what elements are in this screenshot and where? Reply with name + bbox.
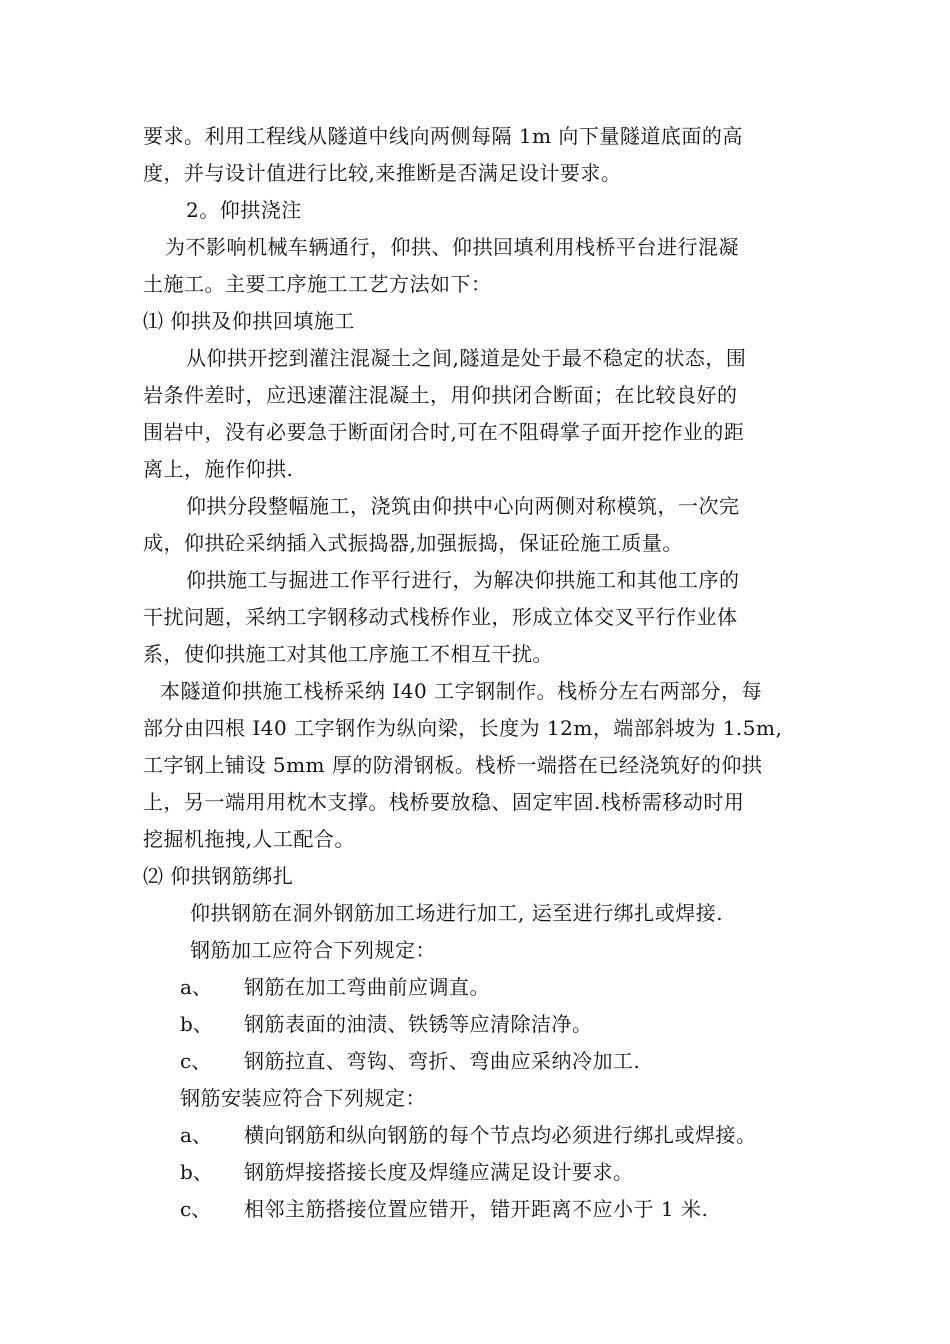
paragraph-line: 成，仰拱砼采纳插入式振捣器,加强振捣，保证砼施工质量。	[143, 531, 683, 555]
paragraph-line: 为不影响机械车辆通行，仰拱、仰拱回填利用栈桥平台进行混凝	[165, 235, 739, 259]
list-marker: c、	[180, 1197, 212, 1221]
list-item: 钢筋焊接搭接长度及焊缝应满足设计要求。	[244, 1160, 634, 1184]
list-item: 钢筋拉直、弯钩、弯折、弯曲应采纳冷加工.	[244, 1049, 641, 1073]
list-heading: 钢筋加工应符合下列规定：	[190, 938, 436, 962]
list-marker: a、	[180, 1123, 212, 1147]
paragraph-line: 从仰拱开挖到灌注混凝土之间,隧道是处于最不稳定的状态，围	[186, 346, 747, 370]
paragraph-line: 仰拱施工与掘进工作平行进行，为解决仰拱施工和其他工序的	[186, 568, 740, 592]
paragraph-line: 仰拱钢筋在洞外钢筋加工场进行加工, 运至进行绑扎或焊接.	[190, 901, 724, 925]
paragraph-line: 度，并与设计值进行比较,来推断是否满足设计要求。	[143, 161, 622, 185]
paragraph-line: 系，使仰拱施工对其他工序施工不相互干扰。	[143, 642, 553, 666]
list-heading: 钢筋安装应符合下列规定：	[180, 1086, 426, 1110]
list-marker: b、	[180, 1012, 213, 1036]
paragraph-line: 挖掘机拖拽,人工配合。	[143, 827, 355, 851]
paragraph-line: 仰拱分段整幅施工，浇筑由仰拱中心向两侧对称模筑，一次完	[186, 494, 740, 518]
paragraph-line: 离上，施作仰拱.	[143, 457, 294, 481]
paragraph-line: 上，另一端用用枕木支撑。栈桥要放稳、固定牢固.栈桥需移动时用	[143, 790, 745, 814]
paragraph-line: 部分由四根 I40 工字钢作为纵向梁，长度为 12m，端部斜坡为 1.5m,	[143, 716, 783, 740]
list-marker: a、	[180, 975, 212, 999]
list-item: 横向钢筋和纵向钢筋的每个节点均必须进行绑扎或焊接。	[244, 1123, 757, 1147]
list-item: 钢筋在加工弯曲前应调直。	[244, 975, 490, 999]
subsection-heading: ⑴ 仰拱及仰拱回填施工	[143, 309, 355, 333]
list-item: 钢筋表面的油渍、铁锈等应清除洁净。	[244, 1012, 593, 1036]
paragraph-line: 干扰问题，采纳工字钢移动式栈桥作业，形成立体交叉平行作业体	[143, 605, 738, 629]
list-marker: b、	[180, 1160, 213, 1184]
subsection-heading: ⑵ 仰拱钢筋绑扎	[143, 864, 294, 888]
paragraph-line: 本隧道仰拱施工栈桥采纳 I40 工字钢制作。栈桥分左右两部分，每	[160, 679, 763, 703]
paragraph-line: 岩条件差时，应迅速灌注混凝土，用仰拱闭合断面；在比较良好的	[143, 383, 738, 407]
paragraph-line: 土施工。主要工序施工工艺方法如下：	[143, 272, 492, 296]
paragraph-line: 要求。利用工程线从隧道中线向两侧每隔 1m 向下量隧道底面的高	[143, 124, 743, 148]
list-marker: c、	[180, 1049, 212, 1073]
paragraph-line: 围岩中，没有必要急于断面闭合时,可在不阻碍掌子面开挖作业的距	[143, 420, 745, 444]
list-item: 相邻主筋搭接位置应错开，错开距离不应小于 1 米.	[244, 1197, 709, 1221]
section-heading: 2。仰拱浇注	[186, 198, 302, 222]
paragraph-line: 工字钢上铺设 5mm 厚的防滑钢板。栈桥一端搭在已经浇筑好的仰拱	[143, 753, 763, 777]
